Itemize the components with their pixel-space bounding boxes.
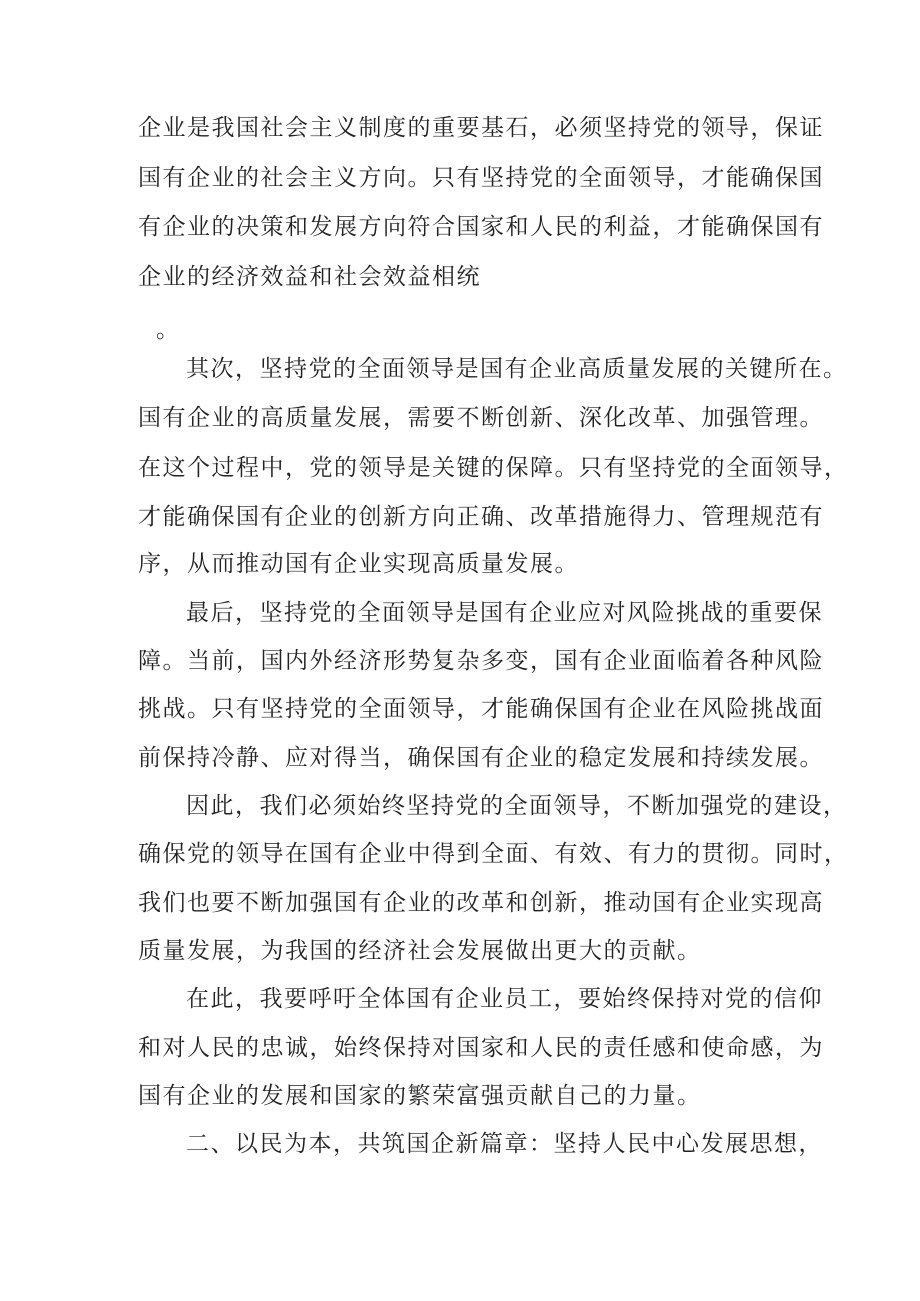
text-line: 确保党的领导在国有企业中得到全面、有效、有力的贯彻。同时， <box>138 841 849 867</box>
text-line: 。 <box>156 317 181 343</box>
paragraph-first-line: 在此，我要呼吁全体国有企业员工，要始终保持对党的信仰 <box>186 986 823 1012</box>
text-line: 我们也要不断加强国有企业的改革和创新，推动国有企业实现高 <box>138 890 824 916</box>
text-line: 国有企业的社会主义方向。只有坚持党的全面领导，才能确保国 <box>138 165 824 191</box>
text-line: 挑战。只有坚持党的全面领导，才能确保国有企业在风险挑战面 <box>138 696 824 722</box>
text-line: 企业是我国社会主义制度的重要基石，必须坚持党的领导，保证 <box>138 115 824 141</box>
text-line: 和对人民的忠诚，始终保持对国家和人民的责任感和使命感，为 <box>138 1035 824 1061</box>
paragraph-first-line: 因此，我们必须始终坚持党的全面领导，不断加强党的建设， <box>186 793 848 819</box>
section-heading: 二、以民为本，共筑国企新篇章：坚持人民中心发展思想， <box>186 1131 823 1157</box>
text-line: 障。当前，国内外经济形势复杂多变，国有企业面临着各种风险 <box>138 648 824 674</box>
text-line: 序，从而推动国有企业实现高质量发展。 <box>138 551 579 577</box>
paragraph-first-line: 最后，坚持党的全面领导是国有企业应对风险挑战的重要保 <box>186 600 823 626</box>
text-line: 国有企业的发展和国家的繁荣富强贡献自己的力量。 <box>138 1083 702 1109</box>
text-line: 企业的经济效益和社会效益相统 <box>138 264 481 290</box>
text-line: 在这个过程中，党的领导是关键的保障。只有坚持党的全面领导， <box>138 455 849 481</box>
paragraph-first-line: 其次，坚持党的全面领导是国有企业高质量发展的关键所在。 <box>186 356 848 382</box>
text-line: 前保持冷静、应对得当，确保国有企业的稳定发展和持续发展。 <box>138 745 824 771</box>
text-line: 才能确保国有企业的创新方向正确、改革措施得力、管理规范有 <box>138 504 824 530</box>
text-line: 有企业的决策和发展方向符合国家和人民的利益，才能确保国有 <box>138 214 824 240</box>
text-line: 质量发展，为我国的经济社会发展做出更大的贡献。 <box>138 938 702 964</box>
text-line: 国有企业的高质量发展，需要不断创新、深化改革、加强管理。 <box>138 405 824 431</box>
